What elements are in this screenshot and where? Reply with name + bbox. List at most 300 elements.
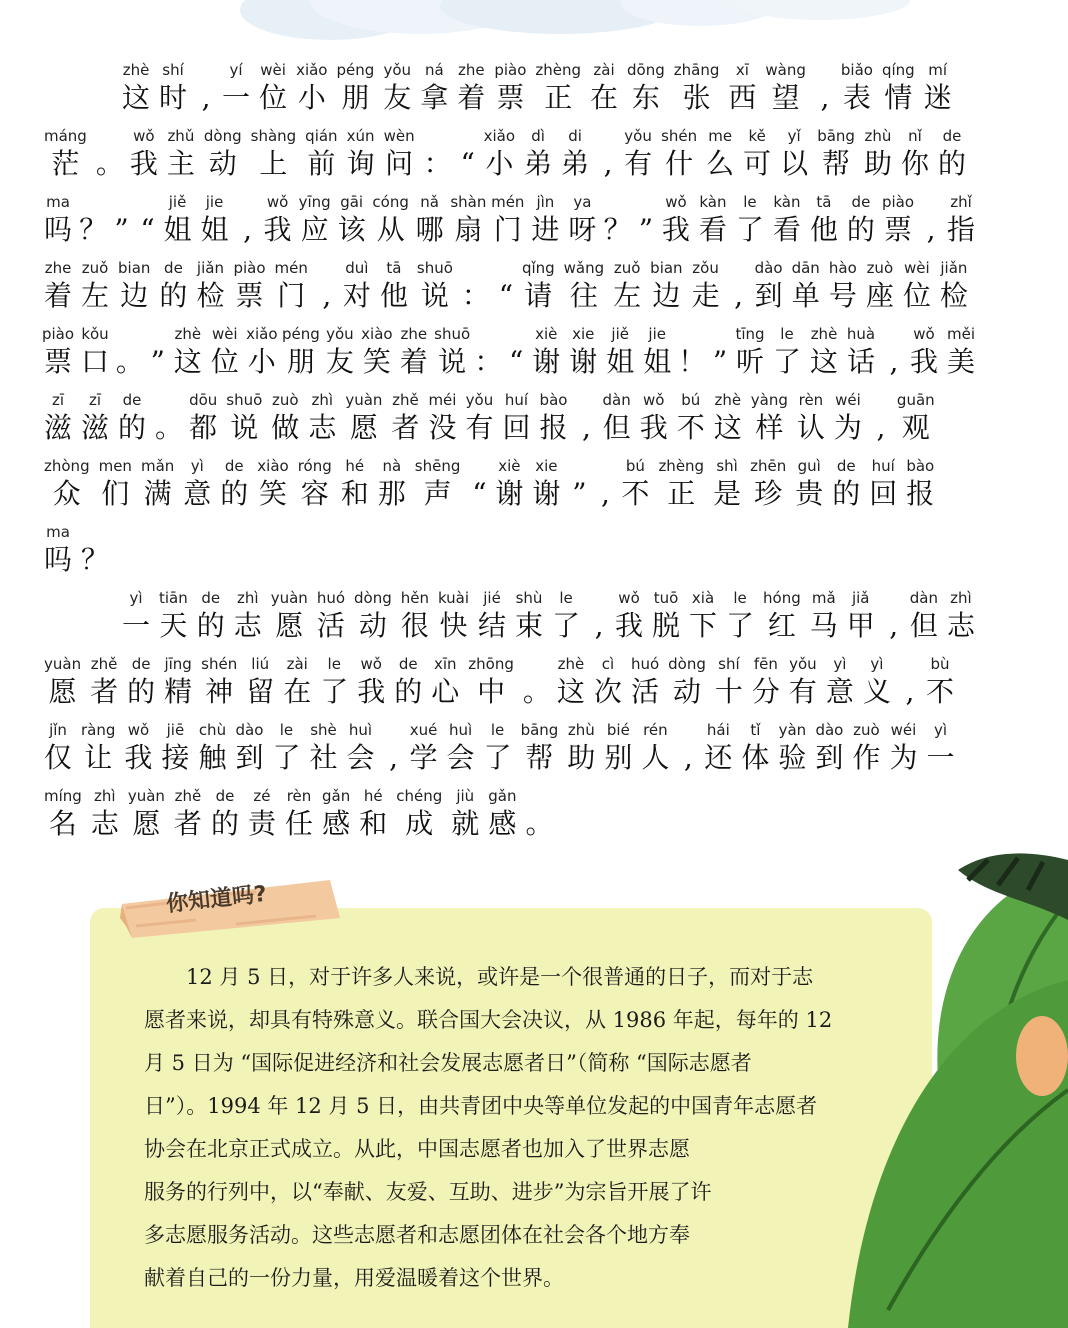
hanzi: 笑 [259, 477, 288, 510]
pinyin: bāng [817, 127, 855, 145]
ruby-character [940, 258, 968, 314]
hanzi: 位 [210, 345, 239, 378]
pinyin: wèi [260, 61, 286, 79]
ruby-character [613, 258, 641, 314]
punctuation [424, 126, 452, 182]
pinyin: shuō [226, 391, 263, 409]
hanzi: , [889, 345, 899, 378]
pinyin: zhù [567, 721, 595, 739]
pinyin: bù [930, 655, 950, 673]
hanzi: 但 [602, 411, 631, 444]
ruby-character [641, 720, 669, 776]
hanzi: ！ [678, 345, 707, 378]
hanzi: 位 [259, 81, 288, 114]
pinyin: zhè [174, 325, 202, 343]
pinyin: jiē [166, 721, 185, 739]
ruby-character [947, 192, 975, 248]
ruby-character [201, 192, 229, 248]
hanzi: 么 [706, 147, 735, 180]
text-line [44, 512, 984, 578]
ruby-character [621, 456, 649, 512]
info-line: 日”）。1994 年 12 月 5 日，由共青团中央等单位发起的中国青年志愿者 [144, 1094, 818, 1118]
pinyin: měi [947, 325, 976, 343]
ruby-character [183, 456, 211, 512]
pinyin: róng [297, 457, 332, 475]
hanzi: 票 [496, 81, 525, 114]
punctuation [506, 324, 526, 380]
pinyin: mǎn [140, 457, 175, 475]
punctuation [598, 126, 618, 182]
pinyin: zhǔ [167, 127, 195, 145]
pinyin: xiǎo [246, 325, 278, 343]
pinyin: jiě [168, 193, 187, 211]
pinyin: zhēn [750, 457, 787, 475]
pinyin: xīn [434, 655, 457, 673]
ruby-character [926, 720, 954, 776]
hanzi: 这 [810, 345, 839, 378]
ruby-character [457, 60, 485, 116]
ruby-character [606, 324, 634, 380]
ruby-character [248, 324, 276, 380]
info-line: 协会在北京正式成立。从此，中国志愿者也加入了世界志愿 [144, 1137, 690, 1161]
hanzi: , [820, 81, 830, 114]
pinyin: méi [428, 391, 457, 409]
ruby-character [343, 258, 371, 314]
hanzi: 了 [320, 675, 349, 708]
pinyin: de [164, 259, 183, 277]
hanzi: 座 [865, 279, 894, 312]
hanzi: 表 [842, 81, 871, 114]
pinyin: zhè [122, 61, 150, 79]
ruby-character [235, 720, 263, 776]
hanzi: 的 [394, 675, 423, 708]
ruby-character [568, 192, 596, 248]
ruby-character [164, 654, 192, 710]
punctuation [523, 654, 551, 710]
ruby-character [751, 390, 788, 446]
pinyin: shè [310, 721, 337, 739]
hanzi: 下 [689, 609, 718, 642]
hanzi: 西 [728, 81, 757, 114]
hanzi: 位 [902, 279, 931, 312]
hanzi: “ [509, 345, 524, 378]
pinyin: wǒ [127, 721, 150, 739]
hanzi: 脱 [652, 609, 681, 642]
ruby-character [410, 720, 438, 776]
ruby-character [755, 258, 783, 314]
punctuation [636, 192, 656, 248]
hanzi: , [734, 279, 744, 312]
pinyin: bào [906, 457, 935, 475]
hanzi: 结 [478, 609, 507, 642]
ruby-character [478, 588, 506, 644]
ruby-character [345, 390, 382, 446]
pinyin: zhù [864, 127, 892, 145]
pinyin: huí [504, 391, 529, 409]
punctuation [871, 390, 891, 446]
pinyin: bian [650, 259, 683, 277]
hanzi: 有 [465, 411, 494, 444]
ruby-character [713, 456, 741, 512]
ruby-character [298, 192, 331, 248]
text-line [44, 710, 984, 776]
punctuation [595, 456, 615, 512]
hanzi: 人 [641, 741, 670, 774]
hanzi: 会 [346, 741, 375, 774]
ruby-character [248, 786, 276, 842]
hanzi: 应 [300, 213, 329, 246]
hanzi: 有 [624, 147, 653, 180]
punctuation [196, 60, 216, 116]
hanzi: 志 [233, 609, 262, 642]
pinyin: míng [44, 787, 82, 805]
hanzi: 和 [340, 477, 369, 510]
punctuation [148, 324, 168, 380]
pinyin: duì [345, 259, 369, 277]
hanzi: 对 [342, 279, 371, 312]
hanzi: ” [114, 213, 129, 246]
pinyin: yàn [778, 721, 807, 739]
ruby-character [631, 654, 659, 710]
pinyin: huí [871, 457, 895, 475]
pinyin: mǎ [811, 589, 836, 607]
ruby-character [926, 654, 954, 710]
pinyin: yǒu [465, 391, 494, 409]
punctuation [589, 588, 609, 644]
hanzi: 回 [869, 477, 898, 510]
pinyin: yǐ [787, 127, 801, 145]
pinyin: de [122, 391, 142, 409]
ruby-character [515, 588, 543, 644]
hanzi: 谢 [495, 477, 524, 510]
punctuation [815, 60, 835, 116]
hanzi: 的 [937, 147, 966, 180]
pinyin: wǒ [360, 655, 382, 673]
ruby-character [234, 588, 262, 644]
ruby-character [90, 654, 118, 710]
pinyin: chù [198, 721, 227, 739]
text-line [44, 248, 984, 314]
hanzi: 了 [272, 741, 301, 774]
hanzi: 询 [346, 147, 375, 180]
pinyin: zuǒ [613, 259, 641, 277]
pinyin: cóng [372, 193, 409, 211]
ruby-character [420, 60, 448, 116]
punctuation [921, 192, 941, 248]
ruby-character [141, 456, 174, 512]
hanzi: 我 [263, 213, 292, 246]
hanzi: ： [461, 279, 490, 312]
hanzi: 不 [925, 675, 954, 708]
pinyin: zhāng [673, 61, 720, 79]
pinyin: mí [928, 61, 948, 79]
pinyin: péng [336, 61, 375, 79]
text-line [41, 314, 984, 380]
ruby-character [159, 588, 188, 644]
pinyin: jiǎn [940, 259, 968, 277]
hanzi: 边 [120, 279, 149, 312]
ruby-character [124, 720, 152, 776]
hanzi: 志 [90, 807, 119, 840]
ruby-character [416, 192, 444, 248]
ruby-character [938, 126, 966, 182]
hanzi: 。 [115, 345, 144, 378]
pinyin: dōu [189, 391, 218, 409]
pinyin: dào [815, 721, 844, 739]
pinyin: yì [870, 655, 884, 673]
hanzi: 。 [95, 147, 124, 180]
punctuation [96, 126, 124, 182]
pinyin: zhòng [44, 457, 90, 475]
hanzi: 的 [846, 213, 875, 246]
hanzi: ” [572, 477, 587, 510]
hanzi: 神 [205, 675, 234, 708]
hanzi: , [389, 741, 398, 774]
hanzi: 滋 [44, 411, 73, 444]
pinyin: zuǒ [81, 259, 109, 277]
info-line: 多志愿服务活动。这些志愿者和志愿团体在社会各个地方奉 [144, 1223, 690, 1247]
text-line [44, 776, 984, 842]
hanzi: 精 [164, 675, 193, 708]
hanzi: 该 [337, 213, 366, 246]
hanzi: ” [638, 213, 654, 246]
punctuation [81, 522, 109, 578]
pinyin: xué [409, 721, 438, 739]
hanzi: 姐 [200, 213, 229, 246]
ruby-character [127, 654, 155, 710]
pinyin: le [780, 325, 794, 343]
hanzi: 弟 [561, 147, 590, 180]
pinyin: xià [691, 589, 715, 607]
ruby-character [841, 60, 873, 116]
text-line [44, 182, 984, 248]
hanzi: 感 [488, 807, 517, 840]
hanzi: 听 [736, 345, 765, 378]
pinyin: yuàn [127, 787, 165, 805]
pinyin: nǐ [908, 127, 922, 145]
ruby-character [484, 126, 515, 182]
pinyin: nà [382, 457, 402, 475]
hanzi: 呀 [568, 213, 597, 246]
ruby-character [336, 60, 374, 116]
ruby-character [847, 588, 875, 644]
hanzi: 的 [159, 279, 188, 312]
ruby-character [652, 588, 680, 644]
ruby-character [396, 786, 442, 842]
hanzi: 志 [308, 411, 337, 444]
hanzi: 着 [44, 279, 73, 312]
ruby-character [450, 192, 487, 248]
ruby-character [773, 324, 801, 380]
hanzi: 指 [947, 213, 976, 246]
punctuation [458, 126, 478, 182]
pinyin: yuàn [270, 589, 308, 607]
hanzi: 社 [309, 741, 338, 774]
pinyin: shēng [414, 457, 461, 475]
ruby-character [699, 192, 727, 248]
hanzi: 一 [926, 741, 955, 774]
ruby-character [815, 720, 843, 776]
pinyin: dòng [354, 589, 392, 607]
hanzi: 姐 [163, 213, 192, 246]
ruby-character [257, 456, 288, 512]
hanzi: 就 [451, 807, 480, 840]
hanzi: 的 [210, 807, 239, 840]
hanzi: 我 [124, 741, 153, 774]
pinyin: shì [716, 457, 738, 475]
pinyin: zhèng [658, 457, 705, 475]
pinyin: guān [896, 391, 935, 409]
pinyin: xiǎo [296, 61, 328, 79]
pinyin: wǒ [266, 193, 289, 211]
ruby-character [309, 720, 337, 776]
ruby-character [864, 126, 892, 182]
hanzi: 左 [81, 279, 110, 312]
hanzi: 到 [235, 741, 264, 774]
hanzi: 这 [556, 675, 585, 708]
pinyin: zhě [174, 787, 202, 805]
pinyin: piào [41, 325, 75, 343]
pinyin: wèi [211, 325, 238, 343]
hanzi: 不 [676, 411, 705, 444]
ruby-character [251, 126, 297, 182]
hanzi: 马 [809, 609, 838, 642]
pinyin: dòng [203, 127, 242, 145]
hanzi: 声 [423, 477, 452, 510]
hanzi: 和 [359, 807, 388, 840]
ruby-character [743, 126, 771, 182]
ruby-character [211, 786, 239, 842]
hanzi: 口 [81, 345, 110, 378]
info-line: 愿者来说，却具有特殊意义。联合国大会决议，从 1986 年起，每年的 12 [144, 1008, 833, 1032]
ruby-character [810, 192, 838, 248]
ruby-character [728, 60, 756, 116]
hanzi: 上 [259, 147, 288, 180]
pinyin: fēn [753, 655, 778, 673]
ruby-character [417, 258, 453, 314]
hanzi: 学 [409, 741, 438, 774]
hanzi: ： [474, 345, 503, 378]
pinyin: shén [661, 127, 698, 145]
punctuation [474, 324, 503, 380]
hanzi: 。 [525, 807, 554, 840]
ruby-character [285, 786, 313, 842]
hanzi: 情 [884, 81, 913, 114]
hanzi: 验 [778, 741, 807, 774]
hanzi: 我 [615, 609, 644, 642]
ruby-character [532, 456, 560, 512]
pinyin: bào [539, 391, 568, 409]
hanzi: 了 [483, 741, 512, 774]
hanzi: 红 [767, 609, 796, 642]
pinyin: kǒu [81, 325, 109, 343]
hanzi: 束 [515, 609, 544, 642]
hanzi: 谢 [532, 477, 561, 510]
hanzi: 的 [118, 411, 147, 444]
ruby-character [41, 324, 75, 380]
pinyin: hé [345, 457, 365, 475]
hanzi: 美 [947, 345, 976, 378]
pinyin: bié [606, 721, 630, 739]
pinyin: chéng [396, 787, 443, 805]
hanzi: , [594, 609, 604, 642]
hanzi: 帮 [525, 741, 554, 774]
hanzi: 珍 [754, 477, 783, 510]
hanzi: 观 [901, 411, 930, 444]
hanzi: 拿 [420, 81, 449, 114]
pinyin: huó [316, 589, 346, 607]
text-line [44, 116, 984, 182]
pinyin: wǒ [133, 127, 155, 145]
ruby-character [797, 390, 825, 446]
hanzi: 茫 [51, 147, 80, 180]
hanzi: 正 [667, 477, 696, 510]
pinyin: hóng [763, 589, 801, 607]
ruby-character [829, 258, 857, 314]
hanzi: 的 [832, 477, 861, 510]
hanzi: 容 [300, 477, 329, 510]
ruby-character [847, 324, 875, 380]
hanzi: 号 [828, 279, 857, 312]
hanzi: 留 [246, 675, 275, 708]
ruby-character [197, 588, 225, 644]
pinyin: yì [129, 589, 143, 607]
pinyin: rén [643, 721, 668, 739]
ruby-character [750, 456, 786, 512]
leaf-illustration [828, 840, 1068, 1328]
ruby-character [99, 456, 132, 512]
did-you-know-box [90, 908, 932, 1328]
hanzi: 触 [198, 741, 227, 774]
hanzi: 助 [863, 147, 892, 180]
pinyin: shí [718, 655, 740, 673]
text-line [44, 50, 984, 116]
pinyin: de [398, 655, 418, 673]
pinyin: shù [515, 589, 543, 607]
info-line: 月 5 日为 “国际促进经济和社会发展志愿者日”（简称 “国际志愿者 [144, 1051, 752, 1075]
ruby-character [465, 390, 493, 446]
info-line: 服务的行列中，以“奉献、友爱、互助、进步”为宗旨开展了许 [144, 1180, 712, 1204]
ruby-character [296, 60, 327, 116]
hanzi: 你 [900, 147, 929, 180]
ruby-character [400, 324, 428, 380]
ruby-character [264, 192, 292, 248]
ruby-character [233, 258, 265, 314]
hanzi: , [322, 279, 332, 312]
punctuation [462, 258, 490, 314]
ruby-character [204, 126, 242, 182]
pinyin: le [327, 655, 341, 673]
ruby-character [164, 192, 192, 248]
punctuation [496, 258, 516, 314]
ruby-character [847, 192, 875, 248]
pinyin: dōng [627, 61, 665, 79]
pinyin: máng [44, 127, 87, 145]
hanzi: 边 [652, 279, 681, 312]
hanzi: ” [712, 345, 728, 378]
pinyin: tā [386, 259, 402, 277]
ruby-character [384, 126, 415, 182]
pinyin: yì [933, 721, 947, 739]
hanzi: 在 [283, 675, 312, 708]
hanzi: 请 [524, 279, 553, 312]
pinyin: shàng [250, 127, 297, 145]
pinyin: mén [491, 193, 525, 211]
ruby-character [394, 654, 422, 710]
hanzi: 成 [405, 807, 434, 840]
ruby-character [118, 390, 146, 446]
hanzi: 满 [143, 477, 172, 510]
